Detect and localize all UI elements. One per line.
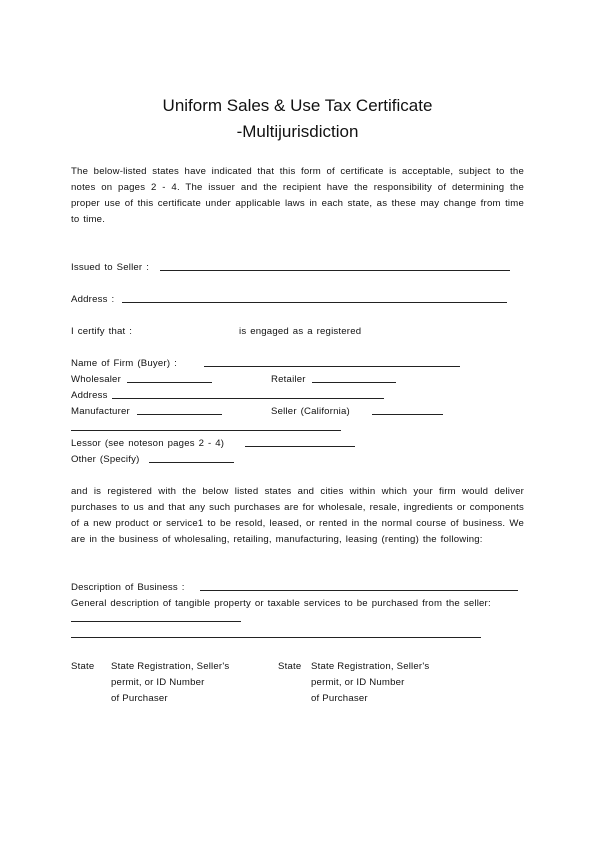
intro-paragraph: The below-listed states have indicated that this form of certificate is acceptable, subject to the notes on pages 2 - 4. The issuer and the recipient have the responsibility of determining the proper use of this certificate under applicable laws in each state, as these may change from time to time.	[71, 166, 524, 225]
name-of-firm-line[interactable]	[204, 366, 460, 367]
manufacturer-line[interactable]	[137, 414, 222, 415]
wholesaler-label: Wholesaler	[71, 374, 121, 385]
manufacturer-label: Manufacturer	[71, 406, 130, 417]
registration-header-left-line-2: permit, or ID Number	[111, 677, 205, 688]
address2-line[interactable]	[112, 398, 384, 399]
general-description-line-1[interactable]	[71, 621, 241, 622]
retailer-label: Retailer	[271, 374, 306, 385]
lessor-label: Lessor (see noteson pages 2 - 4)	[71, 438, 225, 449]
address2-label: Address	[71, 390, 108, 401]
seller-california-line[interactable]	[372, 414, 443, 415]
issued-to-seller-label: Issued to Seller :	[71, 262, 150, 273]
firm-continuation-line[interactable]	[71, 430, 341, 431]
registration-header-left	[111, 659, 229, 707]
registration-paragraph: and is registered with the below listed states and cities within which your firm would deliver purchases to us and that any such purchases are for wholesale, resale, ingredients or components of a new product or service1 to be resold, leased, or rented in the normal course of business. We are in the business of wholesaling, retailing, manufacturing, leasing (renting) the following:	[71, 486, 524, 545]
registration-header-right-line-2: permit, or ID Number	[311, 677, 405, 688]
state-header-left: State	[71, 661, 95, 672]
registration-header-right-line-3: of Purchaser	[311, 693, 368, 704]
address-label: Address :	[71, 294, 115, 305]
description-business-label: Description of Business :	[71, 582, 185, 593]
registration-header-right-line-1: State Registration, Seller's	[311, 661, 430, 672]
registration-header-left-line-1: State Registration, Seller's	[111, 661, 230, 672]
certify-label: I certify that :	[71, 326, 133, 337]
other-specify-line[interactable]	[149, 462, 234, 463]
document-subtitle: -Multijurisdiction	[236, 122, 359, 141]
document-title: Uniform Sales & Use Tax Certificate	[162, 96, 433, 115]
general-description-label: General description of tangible property or taxable services to be purchased from the seller:	[71, 598, 491, 609]
name-of-firm-label: Name of Firm (Buyer) :	[71, 358, 177, 369]
general-description-line-2[interactable]	[71, 637, 481, 638]
issued-to-seller-line[interactable]	[160, 270, 510, 271]
address-line[interactable]	[122, 302, 507, 303]
lessor-line[interactable]	[245, 446, 355, 447]
wholesaler-line[interactable]	[127, 382, 212, 383]
state-header-right: State	[278, 661, 302, 672]
registration-header-left-line-3: of Purchaser	[111, 693, 168, 704]
retailer-line[interactable]	[312, 382, 396, 383]
other-specify-label: Other (Specify)	[71, 454, 140, 465]
registration-header-right	[311, 659, 429, 707]
seller-california-label: Seller (California)	[271, 406, 350, 417]
engaged-as-label: is engaged as a registered	[239, 326, 362, 337]
description-business-line[interactable]	[200, 590, 518, 591]
